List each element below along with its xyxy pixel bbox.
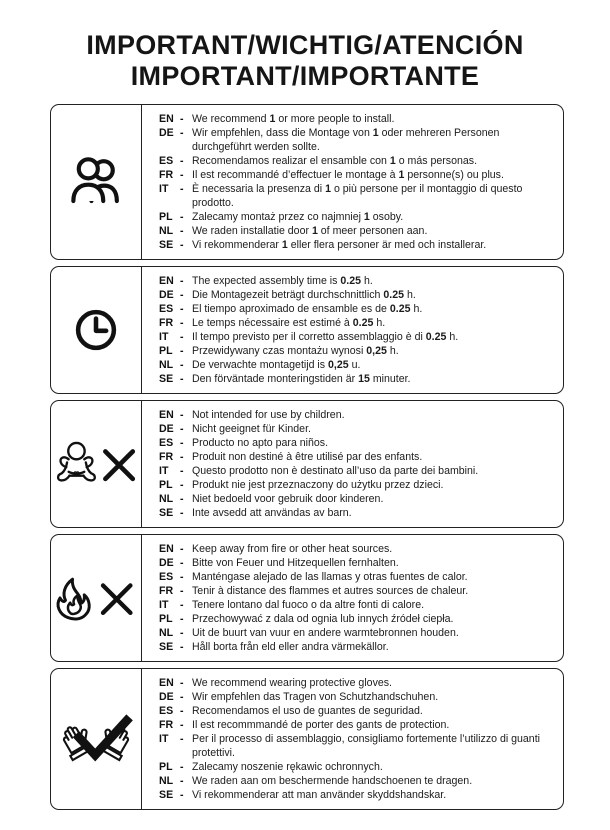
section-lines	[142, 401, 563, 527]
instruction-boxes	[50, 104, 564, 810]
instruction-line-pl: PL - Przechowywać z dala od ognia lub innych źródeł ciepła.	[159, 613, 454, 625]
people-icon-svg	[67, 153, 125, 211]
protective-gloves-icon	[51, 669, 142, 809]
instruction-line-es: ES - Producto no apto para niños.	[159, 437, 329, 449]
instruction-line-fr: FR - Le temps nécessaire est estimé à 0.25 h.	[159, 317, 386, 329]
instruction-line-se: SE - Vi rekommenderar att man använder skyddshandskar.	[159, 789, 447, 801]
instruction-line-se: SE - Håll borta från eld eller andra värmekällor.	[159, 641, 389, 653]
instruction-line-fr: FR - Produit non destiné à être utilisé par des enfants.	[159, 451, 423, 463]
section-protective-gloves	[50, 668, 564, 810]
instruction-line-es: ES - Recomendamos realizar el ensamble con 1 o más personas.	[159, 155, 478, 167]
section-lines	[142, 105, 563, 259]
no-children-icon-svg	[53, 438, 139, 490]
no-children-icon	[51, 401, 142, 527]
instruction-line-en: EN - Not intended for use by children.	[159, 409, 345, 421]
section-lines	[142, 669, 563, 809]
instruction-line-it: IT - Tenere lontano dal fuoco o da altre fonti di calore.	[159, 599, 425, 611]
instruction-line-it: IT - Questo prodotto non è destinato all’uso da parte dei bambini.	[159, 465, 479, 477]
clock-icon	[51, 267, 142, 393]
instruction-line-en: EN - Keep away from fire or other heat sources.	[159, 543, 393, 555]
section-no-fire	[50, 534, 564, 662]
instruction-line-fr: FR - Il est recommmandé de porter des gants de protection.	[159, 719, 450, 731]
instruction-line-it: IT - È necessaria la presenza di 1 o più persone per il montaggio di questo prodotto.	[159, 183, 523, 209]
instruction-line-de: DE - Wir empfehlen das Tragen von Schutzhandschuhen.	[159, 691, 439, 703]
protective-gloves-icon-svg	[52, 712, 140, 766]
title-line-1: IMPORTANT/WICHTIG/ATENCIÓN	[86, 30, 524, 60]
instruction-line-en: EN - We recommend 1 or more people to install.	[159, 113, 395, 125]
clock-icon-svg	[70, 304, 122, 356]
title-line-2: IMPORTANT/IMPORTANTE	[130, 61, 480, 91]
page-title	[0, 30, 610, 92]
instruction-line-nl: NL - De verwachte montagetijd is 0,25 u.	[159, 359, 361, 371]
section-lines	[142, 535, 563, 661]
instruction-line-it: IT - Il tempo previsto per il corretto assemblaggio è di 0.25 h.	[159, 331, 459, 343]
instruction-line-pl: PL - Przewidywany czas montażu wynosi 0,25 h.	[159, 345, 399, 357]
instruction-line-nl: NL - Niet bedoeld voor gebruik door kinderen.	[159, 493, 384, 505]
instruction-line-fr: FR - Tenir à distance des flammes et autres sources de chaleur.	[159, 585, 469, 597]
instruction-line-es: ES - Recomendamos el uso de guantes de seguridad.	[159, 705, 423, 717]
instruction-line-fr: FR - Il est recommandé d’effectuer le montage à 1 personne(s) ou plus.	[159, 169, 504, 181]
instruction-line-pl: PL - Produkt nie jest przeznaczony do użytku przez dzieci.	[159, 479, 444, 491]
instruction-line-es: ES - Manténgase alejado de las llamas y otras fuentes de calor.	[159, 571, 468, 583]
instruction-line-es: ES - El tiempo aproximado de ensamble es de 0.25 h.	[159, 303, 423, 315]
instruction-line-nl: NL - Uit de buurt van vuur en andere warmtebronnen houden.	[159, 627, 459, 639]
instruction-line-de: DE - Nicht geeignet für Kinder.	[159, 423, 311, 435]
instruction-line-it: IT - Per il processo di assemblaggio, consigliamo fortemente l’utilizzo di guanti protettivi.	[159, 733, 541, 759]
people-icon	[51, 105, 142, 259]
instruction-line-de: DE - Die Montagezeit beträgt durchschnittlich 0.25 h.	[159, 289, 416, 301]
instruction-line-se: SE - Vi rekommenderar 1 eller flera personer är med och installerar.	[159, 239, 487, 251]
instruction-line-nl: NL - We raden aan om beschermende handschoenen te dragen.	[159, 775, 473, 787]
no-fire-icon	[51, 535, 142, 661]
instruction-line-de: DE - Bitte von Feuer und Hitzequellen fernhalten.	[159, 557, 399, 569]
instruction-line-en: EN - We recommend wearing protective gloves.	[159, 677, 392, 689]
section-assembly-time	[50, 266, 564, 394]
instruction-line-pl: PL - Zalecamy noszenie rękawic ochronnych.	[159, 761, 383, 773]
no-fire-icon-svg	[53, 573, 139, 623]
instruction-line-nl: NL - We raden installatie door 1 of meer personen aan.	[159, 225, 428, 237]
section-no-children	[50, 400, 564, 528]
instruction-line-se: SE - Den förväntade monteringstiden är 15 minuter.	[159, 373, 411, 385]
section-install-people	[50, 104, 564, 260]
instruction-line-pl: PL - Zalecamy montaż przez co najmniej 1 osoby.	[159, 211, 404, 223]
instruction-line-en: EN - The expected assembly time is 0.25 h.	[159, 275, 373, 287]
instruction-line-de: DE - Wir empfehlen, dass die Montage von 1 oder mehreren Personen durchgeführt werden sollte.	[159, 127, 500, 153]
instruction-line-se: SE - Inte avsedd att användas av barn.	[159, 507, 352, 519]
section-lines	[142, 267, 563, 393]
